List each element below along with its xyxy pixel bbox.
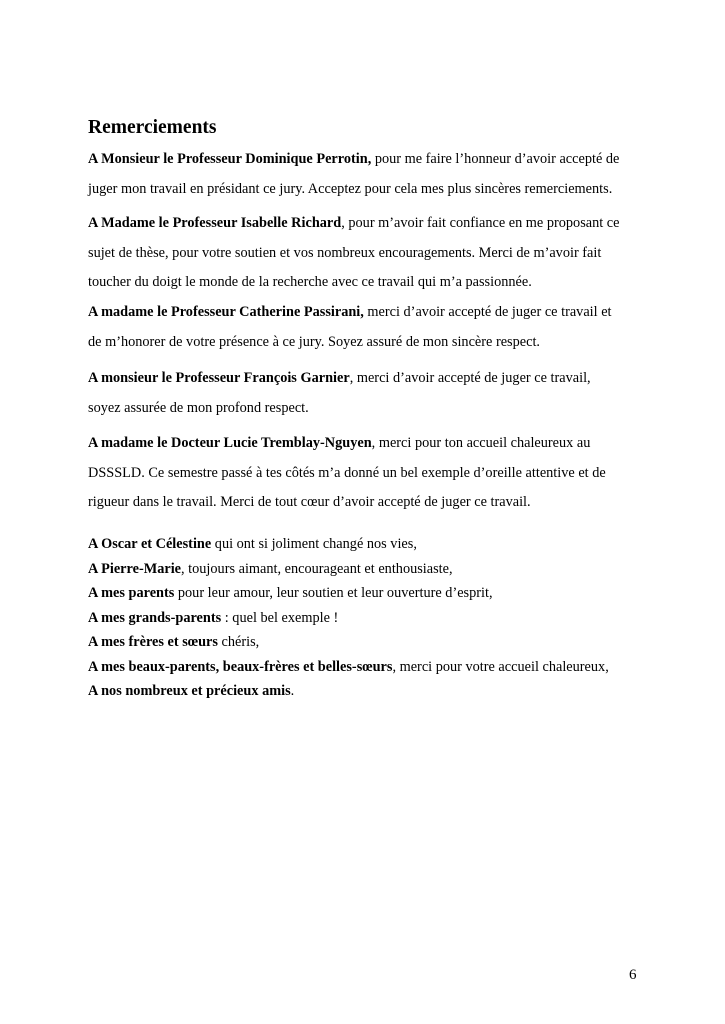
paragraph-line xyxy=(88,364,648,394)
dedication-item xyxy=(88,606,648,631)
line-text: , merci pour ton accueil chaleureux au xyxy=(371,435,591,451)
page-number: 6 xyxy=(629,967,637,983)
dedications-list xyxy=(88,532,648,704)
dedication-text: . xyxy=(290,683,295,699)
dedicatee-name: A mes grands-parents xyxy=(88,609,222,626)
paragraph-line xyxy=(88,328,648,358)
honoree-name: A madame le Professeur Catherine Passirani, xyxy=(88,304,364,320)
dedication-item xyxy=(88,630,648,655)
page-title: Remerciements xyxy=(88,117,217,138)
line-text: juger mon travail en présidant ce jury. Acceptez pour cela mes plus sincères remerciements. xyxy=(88,180,613,197)
line-text: pour me faire l’honneur d’avoir accepté de xyxy=(371,151,620,167)
paragraph-line xyxy=(88,175,648,205)
dedication-text: , merci pour votre accueil chaleureux, xyxy=(392,658,609,675)
line-text: soyez assurée de mon profond respect. xyxy=(88,399,309,416)
dedication-item xyxy=(88,679,648,704)
dedicatee-name: A mes parents xyxy=(88,585,175,601)
line-text: merci d’avoir accepté de juger ce travail et xyxy=(363,304,612,320)
dedicatee-name: A Pierre-Marie xyxy=(88,560,182,577)
line-text: , merci d’avoir accepté de juger ce travail, xyxy=(349,370,591,386)
paragraph-line xyxy=(88,145,648,175)
dedicatee-name: A nos nombreux et précieux amis xyxy=(88,683,291,699)
paragraph-line xyxy=(88,488,648,518)
dedicatee-name: A mes beaux-parents, beaux-frères et belles-sœurs xyxy=(88,658,393,675)
line-text: rigueur dans le travail. Merci de tout cœur d’avoir accepté de juger ce travail. xyxy=(88,494,531,510)
acknowledgement-paragraph-richard xyxy=(88,209,648,298)
paragraph-line xyxy=(88,298,648,328)
dedication-item xyxy=(88,581,648,606)
line-text: DSSSLD. Ce semestre passé à tes côtés m’a donné un bel exemple d’oreille attentive et de xyxy=(88,464,606,481)
honoree-name: A Monsieur le Professeur Dominique Perrotin, xyxy=(88,151,372,167)
honoree-name: A Madame le Professeur Isabelle Richard xyxy=(88,215,342,231)
acknowledgement-paragraph-tremblay-nguyen xyxy=(88,429,648,518)
line-text: , pour m’avoir fait confiance en me proposant ce xyxy=(341,215,620,231)
paragraph-line xyxy=(88,268,648,298)
dedication-item xyxy=(88,557,648,582)
acknowledgement-paragraph-garnier xyxy=(88,364,648,423)
line-text: sujet de thèse, pour votre soutien et vos nombreux encouragements. Merci de m’avoir fait xyxy=(88,244,602,261)
acknowledgement-paragraph-passirani xyxy=(88,298,648,357)
paragraph-line xyxy=(88,209,648,239)
dedication-text: qui ont si joliment changé nos vies, xyxy=(211,536,417,552)
line-text: toucher du doigt le monde de la recherche avec ce travail qui m’a passionnée. xyxy=(88,274,532,290)
paragraph-line xyxy=(88,429,648,459)
dedication-text: chéris, xyxy=(217,634,260,650)
dedication-text: , toujours aimant, encourageant et enthousiaste, xyxy=(181,560,453,577)
paragraph-line xyxy=(88,239,648,269)
dedication-item xyxy=(88,655,648,680)
paragraph-line xyxy=(88,394,648,424)
line-text: de m’honorer de votre présence à ce jury. Soyez assuré de mon sincère respect. xyxy=(88,333,541,350)
dedication-item xyxy=(88,532,648,557)
honoree-name: A monsieur le Professeur François Garnier xyxy=(88,370,350,386)
dedication-text: pour leur amour, leur soutien et leur ouverture d’esprit, xyxy=(174,585,493,601)
dedication-text: : quel bel exemple ! xyxy=(221,609,339,626)
honoree-name: A madame le Docteur Lucie Tremblay-Nguyen xyxy=(88,435,372,451)
paragraph-line xyxy=(88,459,648,489)
dedicatee-name: A Oscar et Célestine xyxy=(88,536,212,552)
dedicatee-name: A mes frères et sœurs xyxy=(88,634,218,650)
acknowledgement-paragraph-perrotin xyxy=(88,145,648,204)
